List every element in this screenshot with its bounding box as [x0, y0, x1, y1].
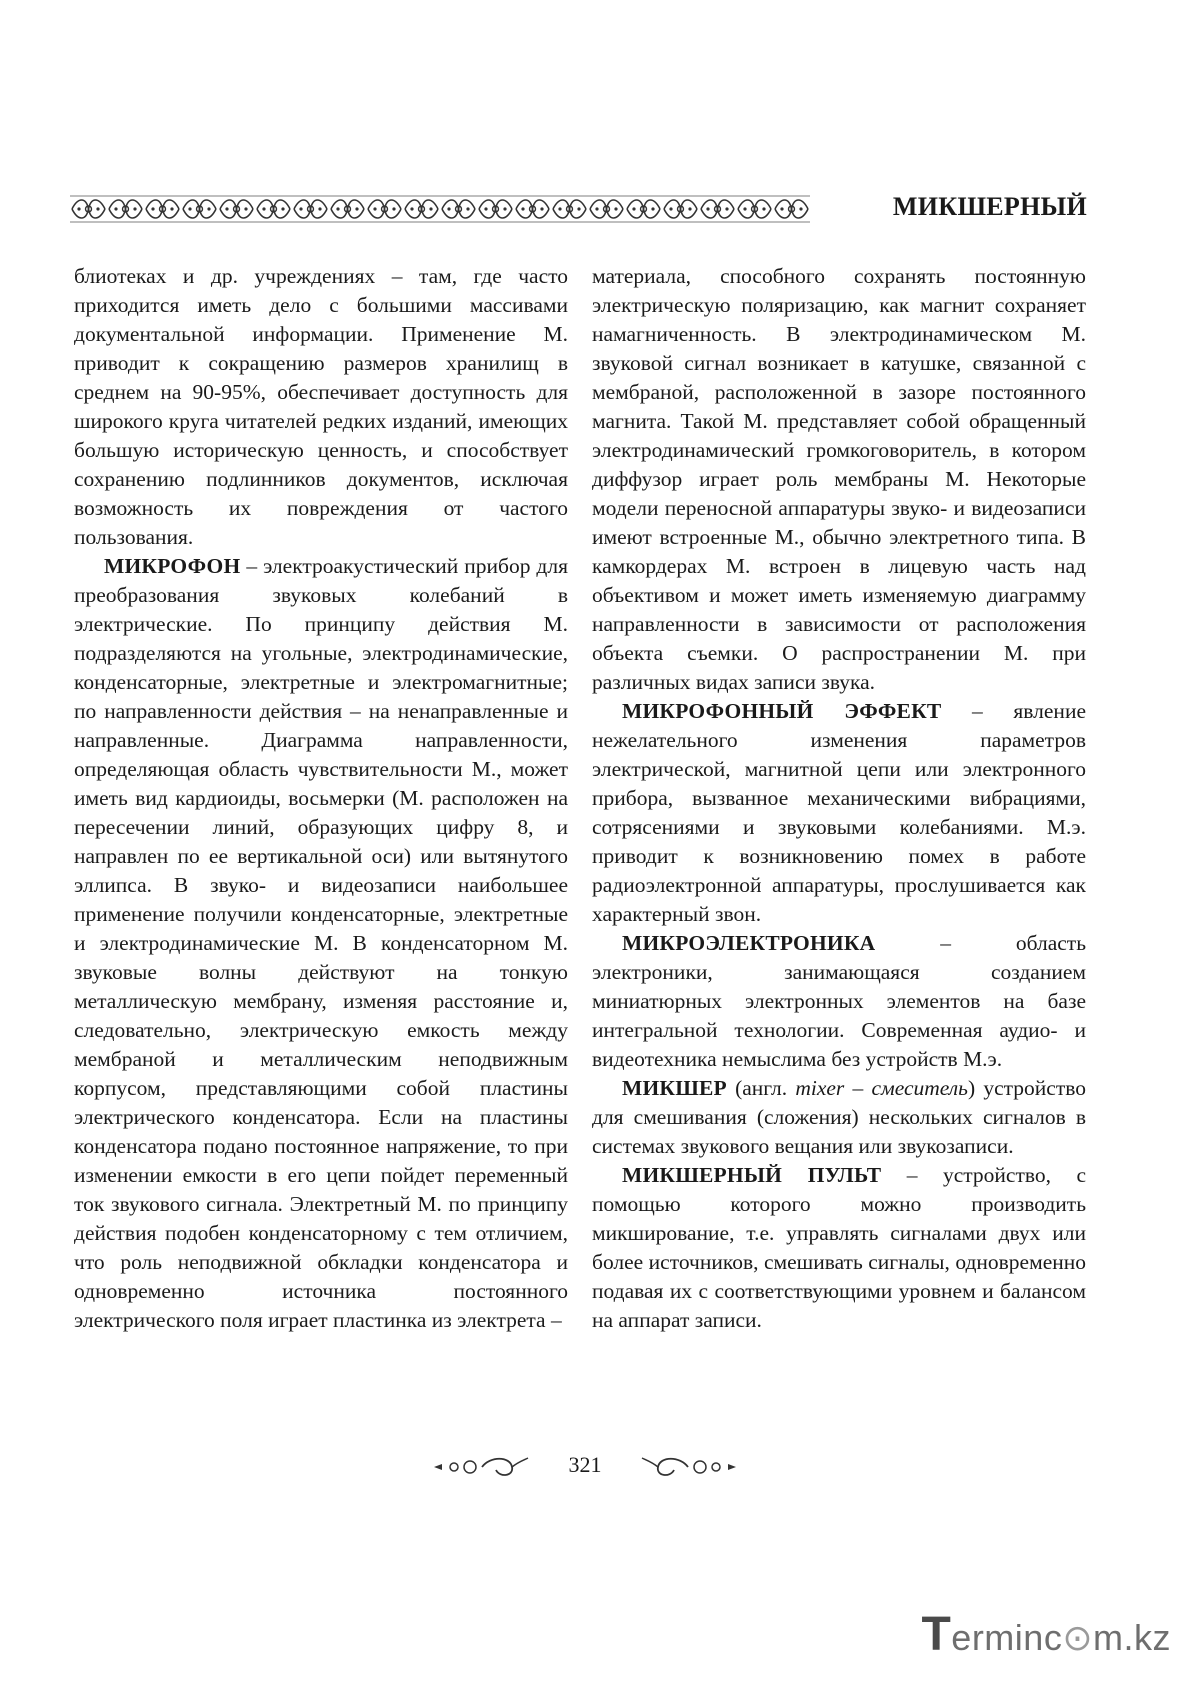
entry-mikrofonnyi-effekt	[592, 697, 1086, 929]
paragraph-text: блиотеках и др. учреждениях – там, где часто приходится иметь дело с большими массивами документальной информации. Применение М. приводит к сокращению размеров хранилищ в среднем на 90-95%, обеспечивает доступность для широкого круга читателей редких изданий, имеющих большую историческую ценность, и способствует сохранению подлинников документов, исключая возможность их повреждения от частого пользования.	[74, 264, 568, 549]
entry-term: МИКРОЭЛЕКТРОНИКА	[622, 931, 876, 955]
entry-definition: ) устройство для смешивания (сложения) нескольких сигналов в системах звукового вещания или звукозаписи.	[592, 1076, 1086, 1158]
page-number: 321	[568, 1452, 602, 1477]
logo-o-icon: ⊙	[1062, 1617, 1093, 1658]
entry-term: МИКРОФОННЫЙ ЭФФЕКТ	[622, 699, 942, 723]
footer-ornament-left-icon	[430, 1454, 530, 1480]
entry-etymology: mixer – смеситель	[795, 1076, 968, 1100]
left-column	[74, 262, 568, 1335]
page-header	[70, 190, 1087, 230]
paragraph-continued	[74, 262, 568, 552]
site-logo	[921, 1607, 1171, 1662]
logo-initial: T	[921, 1608, 952, 1661]
entry-etymology-prefix: (англ.	[726, 1076, 796, 1100]
page-footer	[0, 1448, 1191, 1488]
entry-definition: – область электроники, занимающаяся созданием миниатюрных электронных элементов на базе интегральной технологии. Современная аудио- и видеотехника немыслима без устройств М.э.	[592, 931, 1086, 1071]
entry-term: МИКРОФОН	[104, 554, 241, 578]
entry-mikrofon	[74, 552, 568, 1335]
right-column	[592, 262, 1086, 1335]
entry-definition: – явление нежелательного изменения параметров электрической, магнитной цепи или электронного прибора, вызванное механическими вибрациями, сотрясениями и звуковыми колебаниями. М.э. приводит к возникновению помех в работе радиоэлектронной аппаратуры, прослушивается как характерный звон.	[592, 699, 1086, 926]
entry-mikser	[592, 1074, 1086, 1161]
entry-mikroelektronika	[592, 929, 1086, 1074]
paragraph-continued	[592, 262, 1086, 697]
paragraph-text: материала, способного сохранять постоянную электрическую поляризацию, как магнит сохраняет намагниченность. В электродинамическом М. звуковой сигнал возникает в катушке, связанной с мембраной, расположенной в зазоре постоянного магнита. Такой М. представляет собой обращенный электродинамический громкоговоритель, в котором диффузор играет роль мембраны М. Некоторые модели переносной аппаратуры звуко- и видеозаписи имеют встроенные М., обычно электретного типа. В камкордерах М. встроен в лицевую часть над объективом и может иметь изменяемую диаграмму направленности в зависимости от расположения объекта съемки. О распространении М. при различных видах записи звука.	[592, 264, 1086, 694]
entry-definition: – устройство, с помощью которого можно производить микширование, т.е. управлять сигналами двух или более источников, смешивать сигналы, одновременно подавая их с соответствующими уровнем и балансом на аппарат записи.	[592, 1163, 1086, 1332]
logo-text-part2: m.kz	[1093, 1617, 1171, 1658]
running-head: МИКШЕРНЫЙ	[892, 192, 1087, 221]
entry-term: МИКШЕРНЫЙ ПУЛЬТ	[622, 1163, 882, 1187]
entry-definition: – электроакустический прибор для преобразования звуковых колебаний в электрические. По принципу действия М. подразделяются на угольные, электродинамические, конденсаторные, электретные и электромагнитные; по направленности действия – на ненаправленные и направленные. Диаграмма направленности, определяющая область чувствительности М., может иметь вид кардиоиды, восьмерки (М. расположен на пересечении линий, образующих цифру 8, и направлен по ее вертикальной оси) или вытянутого эллипса. В звуко- и видеозаписи наибольшее применение получили конденсаторные, электретные и электродинамические М. В конденсаторном М. звуковые волны действуют на тонкую металлическую мембрану, изменяя расстояние и, следовательно, электрическую емкость между мембраной и металлическим неподвижным корпусом, представляющими собой пластины электрического конденсатора. Если на пластины конденсатора подано постоянное напряжение, то при изменении емкости в его цепи пойдет переменный ток звукового сигнала. Электретный М. по принципу действия подобен конденсаторному с тем отличием, что роль неподвижной обкладки конденсатора и одновременно источника постоянного электрического поля играет пластинка из электрета –	[74, 554, 568, 1332]
ornament-band-icon	[70, 194, 810, 224]
logo-text-part1: erminc	[951, 1617, 1063, 1658]
entry-term: МИКШЕР	[622, 1076, 727, 1100]
footer-ornament-right-icon	[640, 1454, 740, 1480]
entry-mikshernyi-pult	[592, 1161, 1086, 1335]
